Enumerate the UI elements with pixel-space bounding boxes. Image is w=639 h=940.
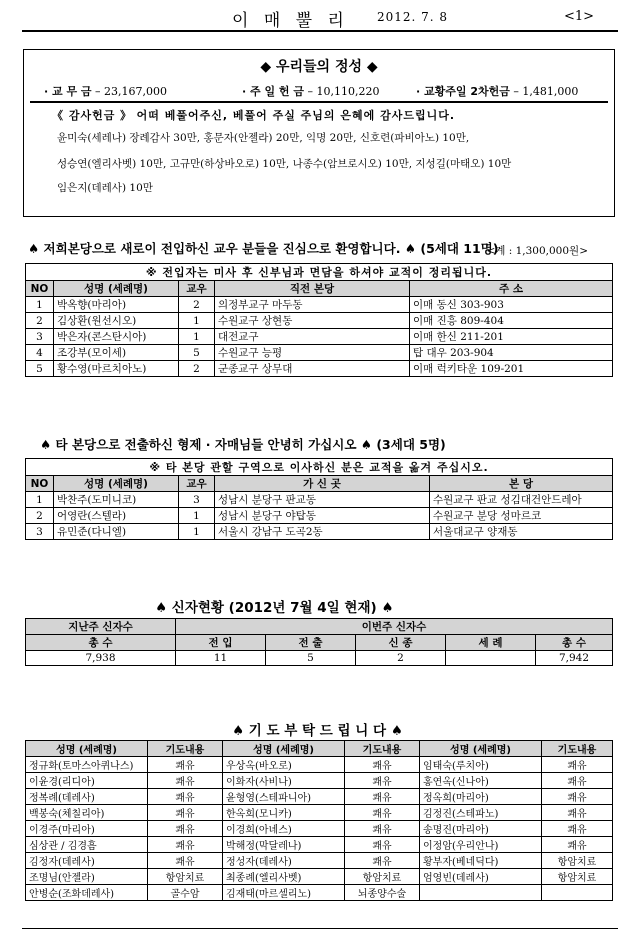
- stats-values-row: 7,938 11 5 2 7,942: [26, 651, 613, 666]
- table-row: 2 김상환(원선시오) 1 수원교구 상현동 이매 진흥 809-404: [26, 313, 613, 329]
- footer-rule: [22, 928, 618, 929]
- prayer-title: ♠ 기 도 부 탁 드 립 니 다 ♠: [232, 723, 403, 739]
- thanks-line: 윤미숙(세레나) 장례감사 30만, 홍문자(안젤라) 20만, 익명 20만, 신호련(파비아노) 10만,: [57, 132, 470, 144]
- offering-item-sunday: · 주 일 헌 금 – 10,110,220: [242, 85, 380, 98]
- offering-item-tithe: · 교 무 금 – 23,167,000: [44, 85, 168, 98]
- farewell-table: [25, 458, 613, 540]
- table-row: 이윤경(리디아) 쾌유 이화자(사비나) 쾌유 홍연옥(신나아) 쾌유: [26, 773, 613, 789]
- farewell-note: ※ 타 본당 관할 구역으로 이사하신 분은 교적을 옮겨 주십시오.: [26, 459, 613, 476]
- thanks-total: <계 : 1,300,000원>: [486, 245, 588, 257]
- thanks-line: 성승연(엘리사벳) 10만, 고규만(하상바오로) 10만, 나종수(암브로시오) 10만, 지성길(마태오) 10만: [57, 158, 512, 170]
- table-row: 백봉숙(체칠리아) 쾌유 한옥희(모니카) 쾌유 김정진(스테파노) 쾌유: [26, 805, 613, 821]
- table-row: 5 황수영(마르치아노) 2 군종교구 상무대 이매 럭키타운 109-201: [26, 361, 613, 377]
- welcome-title: ♠ 저희본당으로 새로이 전입하신 교우 분들을 진심으로 환영합니다. ♠ (5세대 11명): [28, 241, 499, 256]
- table-row: 1 박옥향(마리아) 2 의정부교구 마두동 이매 동신 303-903: [26, 297, 613, 313]
- thanks-heading: 《 감사헌금 》 어떠 베풀어주신, 베풀어 주실 주님의 은혜에 감사드립니다.: [52, 109, 456, 122]
- page-number: <1>: [564, 9, 595, 24]
- table-row: 안병순(조화데레사) 골수암 김재태(마르셀리노) 뇌종양수술: [26, 885, 613, 901]
- table-row: 조명님(안젤라) 항암치료 최종례(엘리사벳) 항암치료 엄영빈(데레사) 항암치료: [26, 869, 613, 885]
- table-header-row: 성명 (세례명) 기도내용 성명 (세례명) 기도내용 성명 (세례명) 기도내용: [26, 741, 613, 757]
- bulletin-date: 2012. 7. 8: [377, 10, 449, 24]
- thanks-line: 임은지(데레사) 10만: [57, 182, 153, 194]
- stats-title: ♠ 신자현황 (2012년 7월 4일 현재) ♠: [155, 600, 394, 616]
- farewell-title: ♠ 타 본당으로 전출하신 형제 · 자매님들 안녕히 가십시오 ♠ (3세대 5명): [40, 437, 446, 452]
- table-row: 4 조강부(모이세) 5 수원교구 능평 탑 대우 203-904: [26, 345, 613, 361]
- welcome-note: ※ 전입자는 미사 후 신부님과 면담을 하셔야 교적이 정리됩니다.: [26, 264, 613, 281]
- offering-title: ◆ 우리들의 정성 ◆: [260, 59, 378, 75]
- page-header: [22, 6, 618, 32]
- table-row: 2 어영란(스텔라) 1 성남시 분당구 야탑동 수원교구 분당 성마르코: [26, 508, 613, 524]
- bulletin-title: 이 매 뿔 리: [232, 11, 349, 31]
- table-row: 3 박은자(콘스탄시아) 1 대전교구 이매 한신 211-201: [26, 329, 613, 345]
- table-row: 김정자(데레사) 쾌유 정성자(데레사) 쾌유 황부자(베네딕다) 항암치료: [26, 853, 613, 869]
- table-row: 1 박찬주(도미니코) 3 성남시 분당구 판교동 수원교구 판교 성김대건안드레아: [26, 492, 613, 508]
- welcome-table: [25, 263, 613, 377]
- table-row: 정복례(데레사) 쾌유 윤형영(스테파니아) 쾌유 정옥희(마리아) 쾌유: [26, 789, 613, 805]
- table-header-row: NO 성명 (세례명) 교우 가 신 곳 본 당: [26, 476, 613, 492]
- table-row: 3 유민준(다니엘) 1 서울시 강남구 도곡2동 서울대교구 양재동: [26, 524, 613, 540]
- divider: [30, 101, 608, 103]
- stats-table: 지난주 신자수 이번주 신자수 총 수 전 입 전 출 신 종 세 례 총 수 7,938 11 5 2 7,942: [25, 618, 613, 666]
- table-row: 정규화(토마스아퀴나스) 쾌유 우상옥(바오로) 쾌유 임태숙(루치아) 쾌유: [26, 757, 613, 773]
- prayer-table: [25, 740, 613, 901]
- table-header-row: NO 성명 (세례명) 교우 직전 본당 주 소: [26, 281, 613, 297]
- table-row: 심상관 / 김경흠 쾌유 박해정(막달레나) 쾌유 이정암(우리안나) 쾌유: [26, 837, 613, 853]
- offering-item-papal: · 교황주일 2차헌금 – 1,481,000: [416, 85, 579, 98]
- table-row: 이경주(마리아) 쾌유 이경희(아녜스) 쾌유 송명진(마리아) 쾌유: [26, 821, 613, 837]
